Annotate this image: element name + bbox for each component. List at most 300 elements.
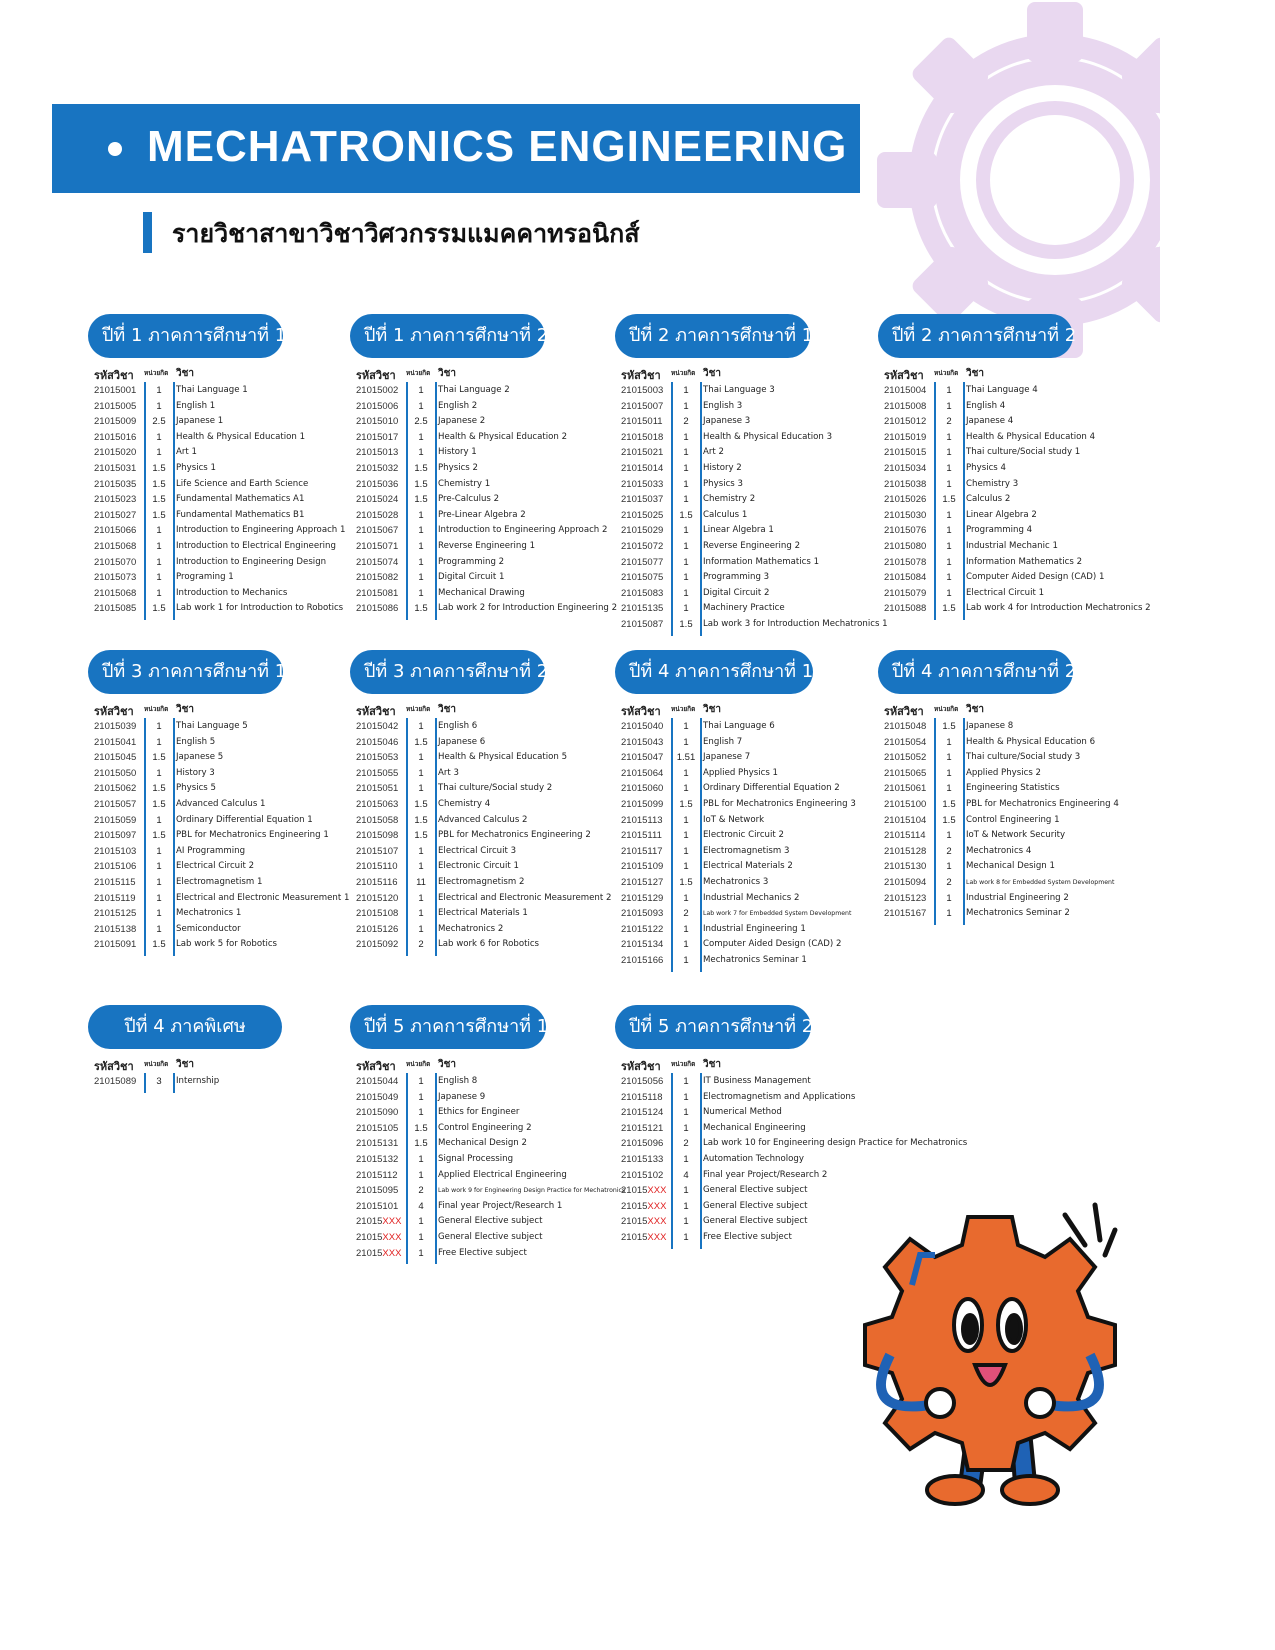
column-header-code: รหัสวิชา (884, 705, 924, 718)
course-name: Reverse Engineering 1 (438, 541, 536, 551)
column-divider (435, 1073, 437, 1264)
course-code (621, 1152, 671, 1168)
course-credits: 1 (418, 1216, 424, 1228)
course-credits: 1.5 (942, 603, 956, 615)
course-name: Information Mathematics 2 (966, 556, 1083, 567)
course-credits: 1.5 (414, 1122, 428, 1134)
course-code (621, 383, 671, 399)
course-code-prefix: 21015046 (356, 736, 399, 748)
column-header-credits: หน่วยกิต (671, 1060, 696, 1068)
course-name: Thai culture/Social study 1 (966, 447, 1081, 458)
course-code-prefix: 21015077 (621, 556, 664, 568)
course-credits: 1 (418, 447, 424, 459)
course-code (621, 844, 671, 860)
course-code (884, 492, 934, 508)
course-code (621, 617, 671, 633)
course-name: Lab work 10 for Engineering design Practice for Mechatronics (703, 1138, 968, 1149)
course-credits: 1 (683, 1076, 689, 1087)
course-code-prefix: 21015092 (356, 939, 399, 951)
course-name: Physics 3 (703, 478, 743, 489)
course-code-prefix: 21015028 (356, 509, 399, 521)
course-code-prefix: 21015109 (621, 861, 664, 873)
course-credits: 1 (418, 400, 424, 412)
column-header-code: รหัสวิชา (356, 705, 396, 718)
course-name: Health & Physical Education 4 (966, 431, 1096, 442)
course-credits: 1 (418, 587, 424, 599)
course-name: General Elective subject (703, 1216, 808, 1227)
course-code-prefix: 21015086 (356, 603, 399, 615)
course-name: Applied Physics 1 (703, 767, 779, 778)
course-code-prefix: 21015059 (94, 814, 137, 826)
course-code-prefix: 21015123 (884, 892, 927, 904)
course-code (94, 555, 144, 571)
course-code (621, 1199, 671, 1215)
course-name: Lab work 1 for Introduction to Robotics (176, 603, 344, 614)
course-credits: 1 (683, 767, 689, 779)
course-credits: 1 (946, 556, 952, 568)
course-code (621, 555, 671, 571)
course-code-prefix: 21015049 (356, 1091, 399, 1103)
course-code-prefix: 21015102 (621, 1169, 664, 1181)
course-name: Electrical and Electronic Measurement 1 (176, 892, 350, 903)
course-code (356, 719, 406, 735)
course-code-prefix: 21015093 (621, 908, 664, 920)
course-credits: 1 (946, 541, 952, 552)
course-name: English 2 (438, 400, 478, 411)
course-code (884, 750, 934, 766)
course-code (94, 383, 144, 399)
course-code (94, 813, 144, 829)
course-credits: 1 (418, 541, 424, 552)
course-code-prefix: 21015097 (94, 830, 137, 842)
course-credits: 1 (683, 892, 689, 904)
course-code-prefix: 21015031 (94, 463, 137, 474)
course-credits: 1 (683, 923, 689, 935)
course-code-prefix: 21015 (621, 1232, 648, 1243)
course-credits: 1 (418, 1232, 424, 1243)
course-code-prefix: 21015071 (356, 541, 399, 552)
course-name: Thai Language 5 (176, 721, 248, 731)
course-code-prefix: 21015105 (356, 1122, 399, 1134)
course-code-prefix: 21015076 (884, 525, 927, 537)
course-name: Electromagnetism and Applications (703, 1091, 856, 1102)
column-header-code: รหัสวิชา (621, 1060, 661, 1073)
course-code (884, 891, 934, 907)
course-code (621, 906, 671, 922)
course-code (621, 1074, 671, 1090)
column-header-name: วิชา (966, 368, 985, 379)
course-name: Machinery Practice (703, 603, 785, 614)
course-credits: 1 (418, 767, 424, 779)
course-name: Life Science and Earth Science (176, 478, 309, 489)
course-code-prefix: 21015009 (94, 416, 137, 428)
course-credits: 1 (683, 494, 689, 506)
course-code-prefix: 21015005 (94, 400, 137, 412)
course-credits: 1 (156, 572, 162, 584)
course-code (621, 750, 671, 766)
course-code (621, 1136, 671, 1152)
course-credits: 2 (683, 1138, 689, 1150)
course-credits: 2 (418, 1185, 424, 1197)
course-name: Lab work 8 for Embedded System Development (966, 879, 1115, 886)
column-divider (700, 382, 702, 636)
course-code (884, 828, 934, 844)
course-name: PBL for Mechatronics Engineering 4 (966, 799, 1119, 809)
course-credits: 1 (683, 830, 689, 842)
course-credits: 1 (418, 385, 424, 396)
course-code (621, 813, 671, 829)
course-code (884, 601, 934, 617)
course-name: Information Mathematics 1 (703, 556, 820, 567)
column-divider (435, 382, 437, 620)
course-name: Programming 3 (703, 572, 770, 583)
course-name: Industrial Mechanics 2 (703, 892, 800, 903)
semester-label: ปีที่ 5 ภาคการศึกษาที่ 1 (350, 1005, 546, 1049)
course-name: Physics 1 (176, 463, 216, 473)
course-credits: 1 (418, 1169, 424, 1181)
course-credits: 1 (946, 767, 952, 779)
course-credits: 1 (683, 783, 689, 795)
course-code-prefix: 21015017 (356, 431, 399, 443)
course-name: Lab work 3 for Introduction Mechatronics 1 (703, 619, 888, 629)
course-credits: 1.5 (679, 877, 693, 888)
course-credits: 11 (416, 877, 426, 888)
course-code-prefix: 21015012 (884, 416, 927, 428)
course-credits: 2 (946, 877, 952, 888)
course-name: Chemistry 2 (703, 494, 756, 505)
course-credits: 1.5 (942, 814, 956, 826)
course-name: Health & Physical Education 6 (966, 736, 1096, 747)
course-code (94, 875, 144, 891)
course-credits: 1 (683, 939, 689, 951)
course-code-prefix: 21015089 (94, 1076, 137, 1087)
course-code (94, 508, 144, 524)
course-code-prefix: 21015 (621, 1200, 648, 1212)
course-credits: 1 (418, 1076, 424, 1087)
course-code-prefix: 21015084 (884, 572, 927, 584)
course-credits: 1.5 (679, 799, 693, 810)
course-code (94, 735, 144, 751)
column-divider (173, 1073, 175, 1093)
course-credits: 1 (946, 783, 952, 795)
course-code (621, 828, 671, 844)
course-name: Free Elective subject (703, 1232, 792, 1242)
course-code (621, 922, 671, 938)
course-code-prefix: 21015130 (884, 861, 927, 873)
course-code-prefix: 21015080 (884, 541, 927, 552)
course-credits: 1 (946, 861, 952, 873)
course-name: Digital Circuit 1 (438, 572, 505, 583)
course-name: Art 1 (176, 447, 197, 458)
course-name: Electronic Circuit 2 (703, 830, 784, 841)
column-header-code: รหัสวิชา (94, 369, 134, 382)
course-name: Industrial Engineering 2 (966, 892, 1069, 903)
course-credits: 1 (156, 767, 162, 779)
course-code-prefix: 21015078 (884, 556, 927, 568)
course-code-prefix: 21015072 (621, 541, 664, 552)
course-code (356, 477, 406, 493)
course-code (884, 906, 934, 922)
course-name: Digital Circuit 2 (703, 587, 770, 598)
course-name: Mechatronics 3 (703, 877, 769, 887)
course-code-prefix: 21015083 (621, 587, 664, 599)
course-code-prefix: 21015075 (621, 572, 664, 584)
course-name: Mechatronics 2 (438, 923, 504, 934)
course-code (356, 828, 406, 844)
course-name: Thai Language 6 (703, 721, 775, 731)
course-name: Japanese 2 (438, 416, 486, 427)
course-code (356, 399, 406, 415)
column-header-code: รหัสวิชา (356, 369, 396, 382)
course-credits: 1 (418, 572, 424, 584)
column-header-name: วิชา (703, 1059, 722, 1070)
course-code (94, 1074, 144, 1090)
course-credits: 1.5 (152, 478, 166, 490)
course-code-prefix: 21015060 (621, 783, 664, 795)
course-credits: 1 (946, 478, 952, 490)
course-credits: 1.5 (414, 463, 428, 474)
column-header-name: วิชา (703, 368, 722, 379)
course-code (884, 859, 934, 875)
column-header-name: วิชา (966, 704, 985, 715)
column-divider (435, 718, 437, 956)
course-code-prefix: 21015081 (356, 587, 399, 599)
course-code-prefix: 21015129 (621, 892, 664, 904)
course-credits: 2 (946, 845, 952, 857)
column-header-name: วิชา (176, 704, 195, 715)
course-name: Computer Aided Design (CAD) 1 (966, 572, 1105, 583)
course-credits: 1 (418, 845, 424, 857)
course-code (94, 781, 144, 797)
course-name: Fundamental Mathematics B1 (176, 509, 305, 520)
semester-label: ปีที่ 1 ภาคการศึกษาที่ 2 (350, 314, 545, 358)
course-credits: 1 (946, 447, 952, 459)
course-credits: 2 (946, 416, 952, 428)
course-code-prefix: 21015001 (94, 385, 137, 396)
course-name: Health & Physical Education 3 (703, 431, 833, 442)
course-name: Lab work 5 for Robotics (176, 939, 278, 950)
course-code-prefix: 21015094 (884, 877, 927, 888)
course-name: Mechanical Design 2 (438, 1138, 527, 1149)
course-name: Industrial Mechanic 1 (966, 541, 1058, 551)
course-code-prefix: 21015037 (621, 494, 664, 506)
course-code (94, 750, 144, 766)
course-credits: 1 (683, 1232, 689, 1243)
course-code-prefix: 21015064 (621, 767, 664, 779)
column-header-credits: หน่วยกิต (406, 369, 431, 377)
course-code-prefix: 21015027 (94, 509, 137, 521)
course-code-prefix: 21015108 (356, 908, 399, 920)
course-credits: 1 (418, 908, 424, 920)
course-code-prefix: 21015023 (94, 494, 137, 506)
course-credits: 1.5 (152, 494, 166, 506)
course-code-prefix: 21015167 (884, 908, 927, 920)
course-name: English 4 (966, 400, 1006, 411)
course-credits: 1.5 (152, 830, 166, 842)
course-name: Lab work 9 for Engineering Design Practice for Mechatronics (438, 1187, 626, 1195)
course-credits: 1.5 (152, 603, 166, 615)
column-divider (963, 382, 965, 620)
semester-label: ปีที่ 3 ภาคการศึกษาที่ 1 (88, 650, 283, 694)
course-name: Japanese 4 (966, 416, 1014, 427)
course-code-prefix: 21015057 (94, 799, 137, 810)
course-name: General Elective subject (703, 1200, 808, 1211)
course-name: Calculus 2 (966, 494, 1011, 505)
course-credits: 1 (946, 572, 952, 584)
course-code-prefix: 21015114 (884, 830, 926, 842)
course-code (94, 844, 144, 860)
course-name: Final year Project/Research 1 (438, 1200, 563, 1211)
course-code (356, 508, 406, 524)
course-code (884, 719, 934, 735)
course-name: Health & Physical Education 5 (438, 752, 568, 763)
course-code (884, 875, 934, 891)
course-code (621, 492, 671, 508)
course-code (621, 508, 671, 524)
column-header-credits: หน่วยกิต (671, 705, 696, 713)
course-name: Mechatronics 1 (176, 908, 242, 919)
course-name: Mechatronics 4 (966, 845, 1032, 856)
course-code-prefix: 21015015 (884, 447, 927, 459)
course-credits: 1.5 (414, 830, 428, 842)
course-code-prefix: 21015 (356, 1247, 383, 1259)
column-divider (173, 382, 175, 620)
course-code-prefix: 21015118 (621, 1091, 663, 1103)
course-credits: 1 (946, 892, 952, 904)
column-header-name: วิชา (703, 704, 722, 715)
course-credits: 1.5 (152, 752, 166, 764)
course-code (94, 922, 144, 938)
course-name: Signal Processing (438, 1154, 514, 1164)
semester-label: ปีที่ 4 ภาคการศึกษาที่ 2 (878, 650, 1073, 694)
course-code (621, 399, 671, 415)
course-code-placeholder: XXX (382, 1247, 402, 1259)
course-name: Physics 4 (966, 463, 1006, 473)
course-code (94, 539, 144, 555)
course-code (356, 937, 406, 953)
course-credits: 1 (946, 908, 952, 920)
course-credits: 1 (683, 1091, 689, 1103)
course-name: Chemistry 3 (966, 478, 1019, 489)
course-code (884, 523, 934, 539)
course-credits: 1 (683, 955, 689, 966)
course-code-prefix: 21015124 (621, 1107, 664, 1119)
course-name: Mechatronics Seminar 1 (703, 955, 807, 965)
course-credits: 1.5 (942, 494, 956, 506)
course-code-prefix: 21015026 (884, 494, 927, 506)
course-code (356, 570, 406, 586)
course-code (621, 1105, 671, 1121)
course-name: English 5 (176, 736, 216, 747)
course-code-prefix: 21015101 (356, 1200, 399, 1212)
course-name: Chemistry 4 (438, 799, 491, 809)
course-code-prefix: 21015115 (94, 877, 136, 888)
page-subtitle: รายวิชาสาขาวิชาวิศวกรรมแมคคาทรอนิกส์ (172, 219, 640, 248)
course-name: Japanese 8 (966, 721, 1014, 731)
course-code (621, 797, 671, 813)
course-code-prefix: 21015051 (356, 783, 399, 795)
course-code-prefix: 21015034 (884, 463, 927, 474)
semester-label: ปีที่ 5 ภาคการศึกษาที่ 2 (615, 1005, 811, 1049)
course-name: Mechatronics Seminar 2 (966, 908, 1070, 919)
course-name: Lab work 2 for Introduction Engineering 2 (438, 603, 618, 614)
course-code-prefix: 21015134 (621, 939, 664, 951)
course-code (356, 813, 406, 829)
course-code (884, 383, 934, 399)
course-credits: 1.51 (676, 752, 696, 764)
course-credits: 1 (418, 556, 424, 568)
course-code-prefix: 21015 (621, 1185, 648, 1197)
course-code-prefix: 21015004 (884, 385, 927, 396)
course-code-prefix: 21015119 (94, 892, 136, 904)
column-header-credits: หน่วยกิต (144, 705, 169, 713)
course-code (884, 766, 934, 782)
course-credits: 1 (683, 845, 689, 857)
course-credits: 1 (156, 892, 162, 904)
course-name: Linear Algebra 2 (966, 509, 1037, 520)
course-code (621, 875, 671, 891)
course-credits: 1.5 (942, 721, 956, 732)
course-code-prefix: 21015117 (621, 845, 663, 857)
course-code (356, 1136, 406, 1152)
course-code (356, 875, 406, 891)
course-name: Applied Electrical Engineering (438, 1169, 567, 1180)
course-code-prefix: 21015079 (884, 587, 927, 599)
column-header-code: รหัสวิชา (621, 705, 661, 718)
course-code (356, 1074, 406, 1090)
column-header-credits: หน่วยกิต (934, 369, 959, 377)
course-code-prefix: 21015033 (621, 478, 664, 490)
course-name: Thai culture/Social study 2 (438, 783, 553, 794)
course-name: Thai Language 3 (703, 385, 775, 395)
course-code-prefix: 21015016 (94, 431, 137, 443)
course-code-prefix: 21015030 (884, 509, 927, 521)
course-code (356, 1121, 406, 1137)
course-credits: 1.5 (414, 814, 428, 826)
semester-label: ปีที่ 2 ภาคการศึกษาที่ 1 (615, 314, 810, 358)
course-code-prefix: 21015019 (884, 431, 927, 443)
course-code-prefix: 21015058 (356, 814, 399, 826)
course-name: Thai Language 2 (438, 385, 510, 395)
course-code (94, 797, 144, 813)
course-name: Health & Physical Education 2 (438, 431, 568, 442)
course-name: Chemistry 1 (438, 478, 491, 489)
course-code (356, 1152, 406, 1168)
column-header-code: รหัสวิชา (621, 369, 661, 382)
course-credits: 1 (683, 587, 689, 599)
course-code-prefix: 21015112 (356, 1169, 398, 1181)
course-name: Electrical Materials 2 (703, 861, 793, 872)
course-credits: 1 (156, 525, 162, 537)
course-credits: 1 (156, 400, 162, 412)
course-credits: 1.5 (414, 603, 428, 615)
course-code (621, 539, 671, 555)
course-name: Art 3 (438, 767, 459, 778)
course-code (621, 1090, 671, 1106)
course-code-prefix: 21015041 (94, 736, 137, 748)
course-code-prefix: 21015113 (621, 814, 663, 826)
course-code-prefix: 21015038 (884, 478, 927, 490)
course-credits: 1 (683, 556, 689, 568)
course-code (356, 555, 406, 571)
course-name: Final year Project/Research 2 (703, 1169, 828, 1180)
course-code (356, 586, 406, 602)
course-code (356, 1214, 406, 1230)
course-code (94, 719, 144, 735)
column-divider (700, 1073, 702, 1249)
course-code-prefix: 21015043 (621, 736, 664, 748)
course-credits: 1 (683, 861, 689, 873)
